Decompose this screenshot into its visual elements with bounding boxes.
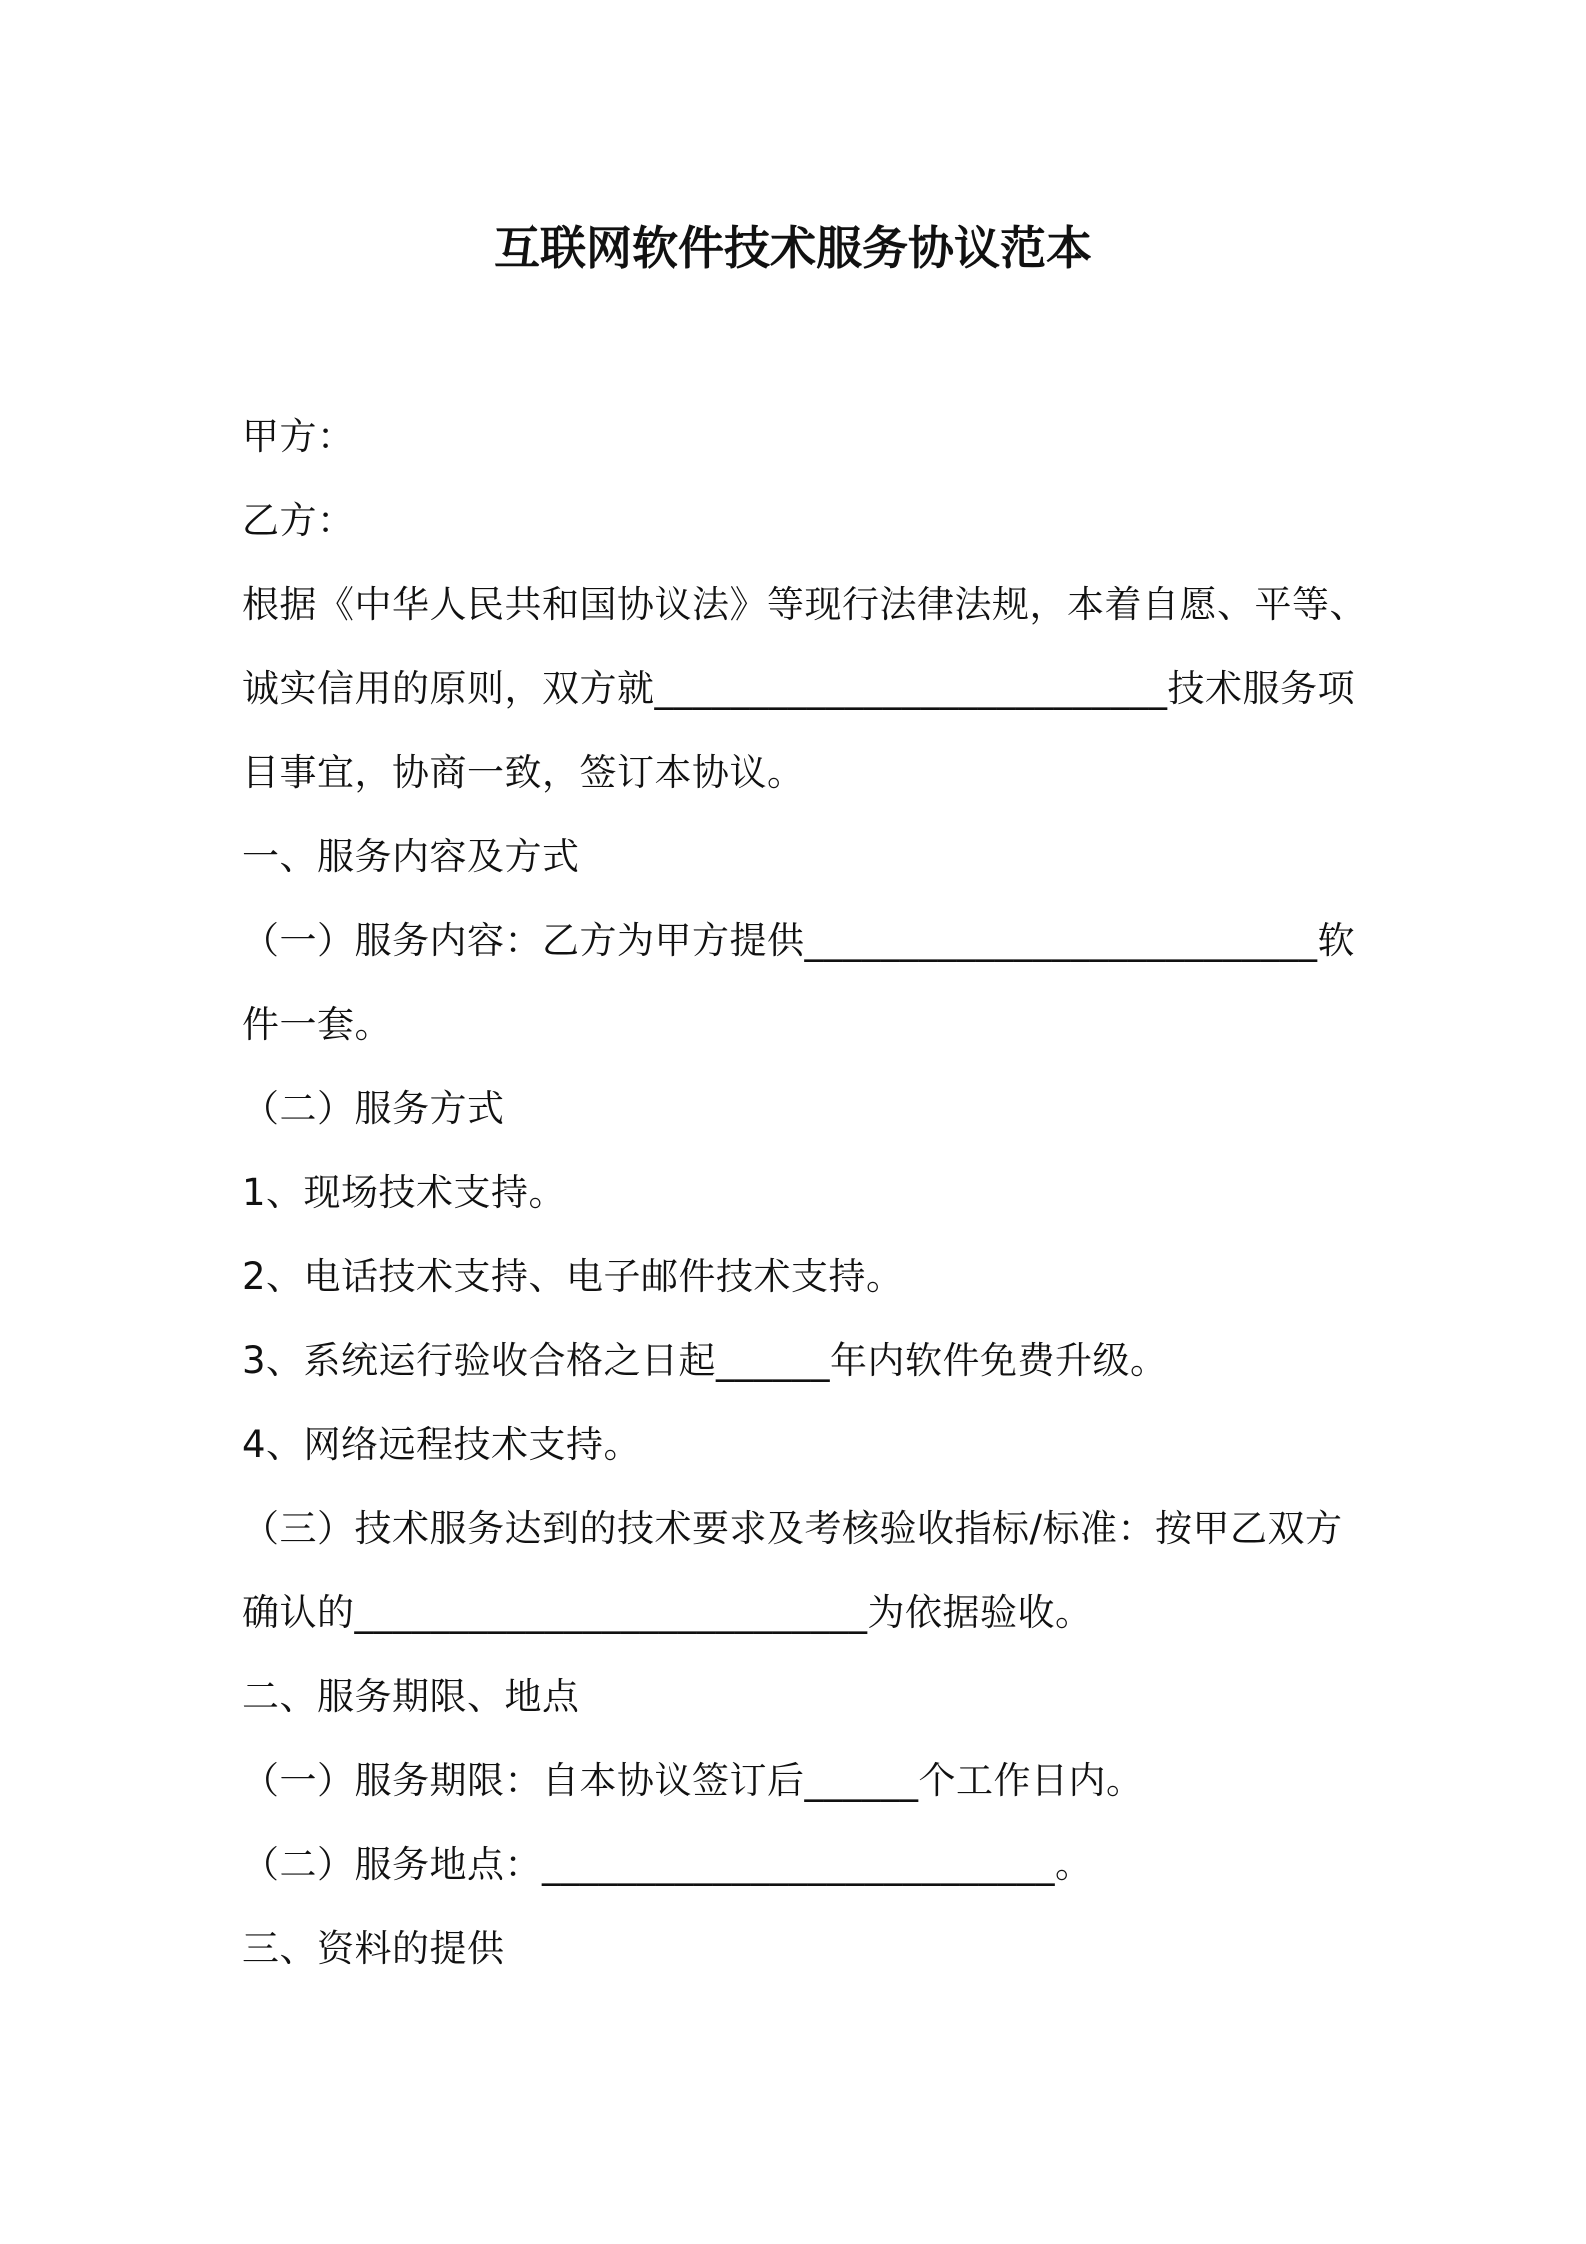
section-3-heading: 三、资料的提供 [242, 1927, 505, 1970]
clause-1-3-line-1: （三）技术服务达到的技术要求及考核验收指标/标准：按甲乙双方 [242, 1507, 1343, 1550]
list-item-2: 2、电话技术支持、电子邮件技术支持。 [242, 1255, 904, 1298]
clause-1-2-heading: （二）服务方式 [242, 1087, 505, 1130]
clause-1-1-line-1: （一）服务内容：乙方为甲方提供___________________________软 [242, 919, 1355, 962]
party-a-line: 甲方： [242, 415, 355, 458]
section-2-heading: 二、服务期限、地点 [242, 1675, 580, 1718]
preamble-line-2: 诚实信用的原则，双方就___________________________技术服务项 [242, 667, 1355, 710]
preamble-line-1: 根据《中华人民共和国协议法》等现行法律法规，本着自愿、平等、 [242, 583, 1367, 626]
clause-1-3-line-2: 确认的___________________________为依据验收。 [242, 1591, 1093, 1634]
clause-1-1-line-2: 件一套。 [242, 1003, 392, 1046]
list-item-1: 1、现场技术支持。 [242, 1171, 567, 1214]
party-b-line: 乙方： [242, 499, 355, 542]
list-item-4: 4、网络远程技术支持。 [242, 1423, 642, 1466]
section-1-heading: 一、服务内容及方式 [242, 835, 580, 878]
clause-2-1: （一）服务期限：自本协议签订后______个工作日内。 [242, 1759, 1144, 1802]
preamble-line-3: 目事宜，协商一致，签订本协议。 [242, 751, 805, 794]
list-item-3: 3、系统运行验收合格之日起______年内软件免费升级。 [242, 1339, 1168, 1382]
document-title: 互联网软件技术服务协议范本 [494, 221, 1092, 275]
clause-2-2: （二）服务地点：___________________________。 [242, 1843, 1093, 1886]
